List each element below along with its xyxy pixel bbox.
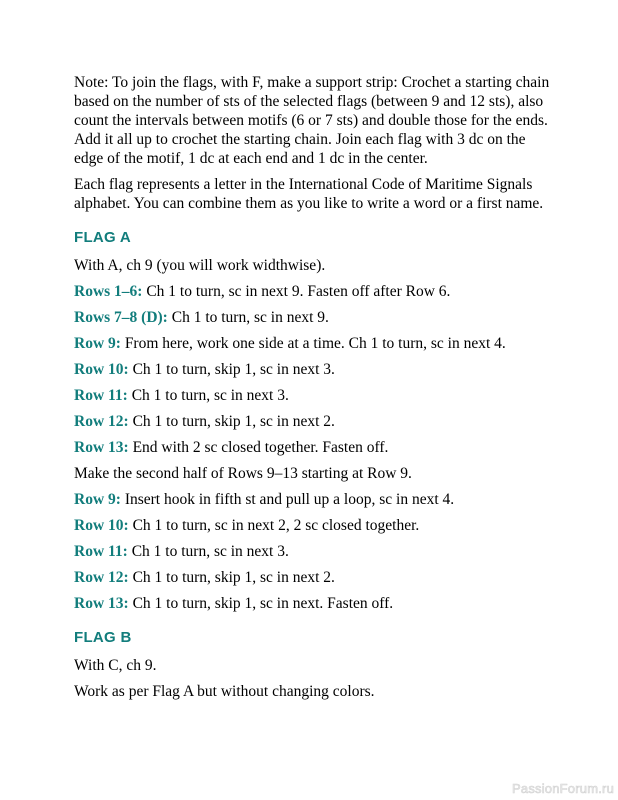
flag-section-heading: FLAG A [74,229,132,246]
row-label: Row 11: [74,543,128,560]
row-instruction: Rows 7–8 (D): Ch 1 to turn, sc in next 9. [74,309,329,326]
row-label: Row 13: [74,439,129,456]
flag-section-heading: FLAG B [74,629,132,646]
row-instruction: Row 13: Ch 1 to turn, skip 1, sc in next. Fasten off. [74,595,394,612]
row-label: Row 13: [74,595,129,612]
row-instruction: Row 12: Ch 1 to turn, skip 1, sc in next 2. [74,413,335,430]
row-instruction: Row 12: Ch 1 to turn, skip 1, sc in next 2. [74,569,335,586]
row-instruction: Row 9: Insert hook in fifth st and pull up a loop, sc in next 4. [74,491,455,508]
row-instruction: Row 10: Ch 1 to turn, sc in next 2, 2 sc closed together. [74,517,420,534]
flag-sections [74,229,552,701]
note-paragraph: Note: To join the flags, with F, make a support strip: Crochet a starting chain based on the number of sts of the selected flags (between 9 and 12 sts), also count the intervals between motifs (6 or 7 sts) and double those for the ends. Add it all up to crochet the starting chain. Join each flag with 3 dc on the edge of the motif, 1 dc at each end and 1 dc in the center. [74,74,550,167]
row-label: Rows 7–8 (D): [74,309,168,326]
row-instruction: Row 9: From here, work one side at a time. Ch 1 to turn, sc in next 4. [74,335,506,352]
row-label: Row 12: [74,413,129,430]
row-instruction: Row 11: Ch 1 to turn, sc in next 3. [74,387,289,404]
row-label: Row 9: [74,491,121,508]
row-label: Row 11: [74,387,128,404]
row-label: Row 10: [74,517,129,534]
row-label: Row 9: [74,335,121,352]
row-instruction: Row 13: End with 2 sc closed together. Fasten off. [74,439,389,456]
row-label: Row 10: [74,361,129,378]
instruction-paragraph: Work as per Flag A but without changing colors. [74,683,375,700]
row-instruction: Row 11: Ch 1 to turn, sc in next 3. [74,543,289,560]
row-instruction: Row 10: Ch 1 to turn, skip 1, sc in next 3. [74,361,335,378]
pattern-content [74,73,552,708]
watermark-text: PassionForum.ru [512,781,614,796]
row-label: Rows 1–6: [74,283,143,300]
row-instruction: Rows 1–6: Ch 1 to turn, sc in next 9. Fasten off after Row 6. [74,283,451,300]
instruction-paragraph: With A, ch 9 (you will work widthwise). [74,257,326,274]
alphabet-paragraph: Each flag represents a letter in the International Code of Maritime Signals alphabet. You can combine them as you like to write a word or a first name. [74,176,544,212]
row-label: Row 12: [74,569,129,586]
instruction-paragraph: Make the second half of Rows 9–13 starting at Row 9. [74,465,412,482]
instruction-paragraph: With C, ch 9. [74,657,157,674]
